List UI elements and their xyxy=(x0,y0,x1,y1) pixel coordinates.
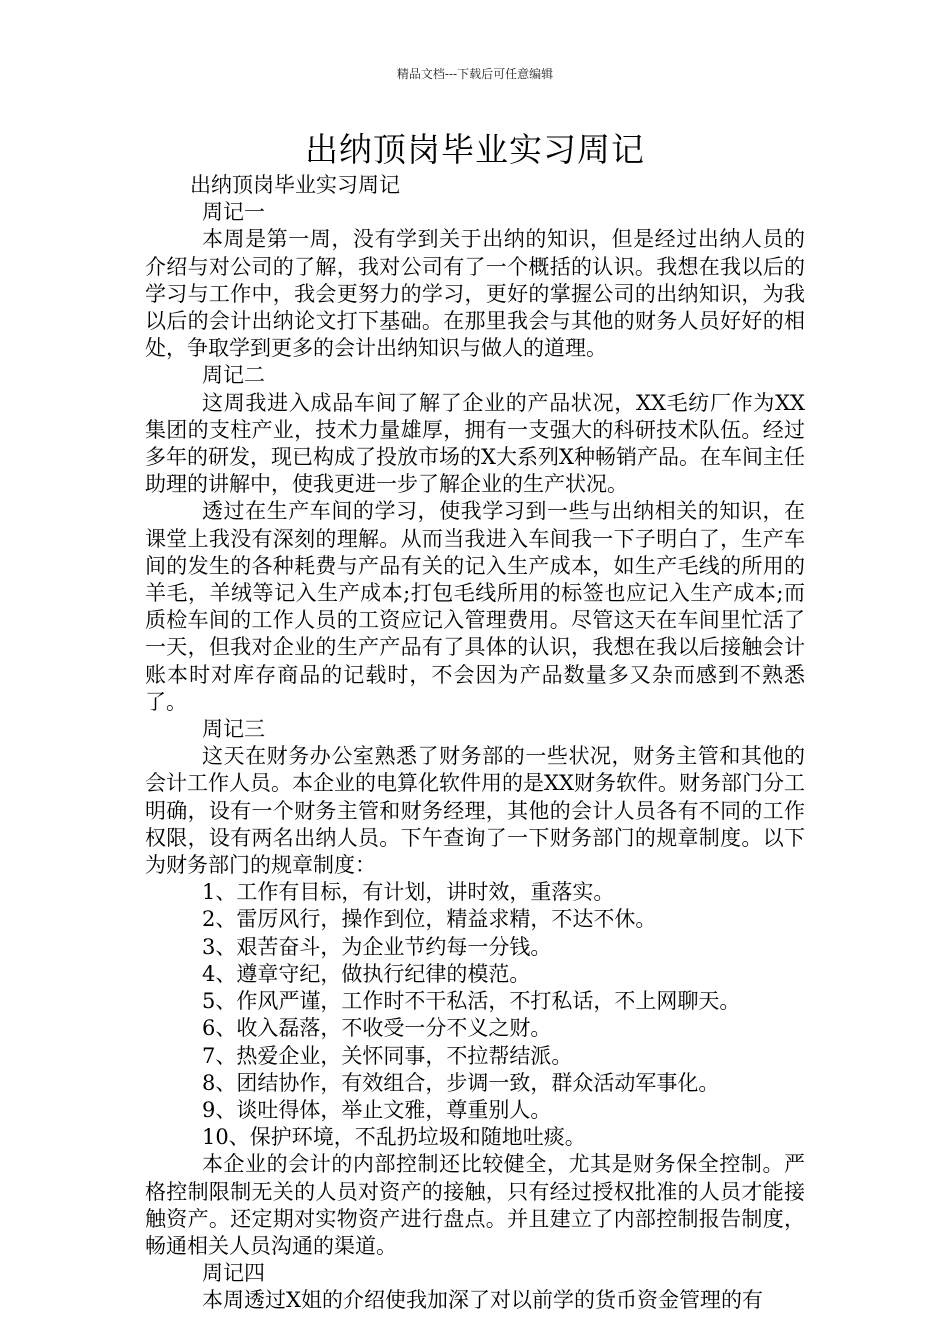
rule-item: 10、保护环境，不乱扔垃圾和随地吐痰。 xyxy=(202,1125,586,1150)
document-title: 出纳顶岗毕业实习周记 xyxy=(305,130,645,169)
rule-item: 7、热爱企业，关怀同事，不拉帮结派。 xyxy=(202,1043,573,1068)
week3-paragraph-1: 这天在财务办公室熟悉了财务部的一些状况，财务主管和其他的会计工作人员。本企业的电算化软件用的是XX财务软件。财务部门分工明确，设有一个财务主管和财务经理，其他的会计人员各有不同的工作权限，设有两名出纳人员。下午查询了一下财务部门的规章制度。以下为财务部门的规章制度： xyxy=(145,744,805,878)
week2-heading: 周记二 xyxy=(202,363,265,388)
week4-paragraph: 本周透过X姐的介绍使我加深了对以前学的货币资金管理的有 xyxy=(202,1288,763,1313)
rule-item: 5、作风严谨，工作时不干私活，不打私话，不上网聊天。 xyxy=(202,989,741,1014)
week3-heading: 周记三 xyxy=(202,717,265,742)
rule-item: 8、团结协作，有效组合，步调一致，群众活动军事化。 xyxy=(202,1070,720,1095)
document-subtitle: 出纳顶岗毕业实习周记 xyxy=(190,173,400,197)
page-header-note: 精品文档---下载后可任意编辑 xyxy=(396,67,554,81)
week4-heading: 周记四 xyxy=(202,1261,265,1286)
document-body xyxy=(145,172,805,1315)
rules-list xyxy=(145,879,805,1151)
rule-item: 4、遵章守纪，做执行纪律的模范。 xyxy=(202,961,531,986)
week2-paragraph-1: 这周我进入成品车间了解了企业的产品状况，XX毛纺厂作为XX集团的支柱产业，技术力量雄厚，拥有一支强大的科研技术队伍。经过多年的研发，现已构成了投放市场的X大系列X种畅销产品。在车间主任助理的讲解中，使我更进一步了解企业的生产状况。 xyxy=(145,390,805,497)
week3-paragraph-2: 本企业的会计的内部控制还比较健全，尤其是财务保全控制。严格控制限制无关的人员对资产的接触，只有经过授权批准的人员才能接触资产。还定期对实物资产进行盘点。并且建立了内部控制报告制度，畅通相关人员沟通的渠道。 xyxy=(145,1152,805,1258)
rule-item: 1、工作有目标，有计划，讲时效，重落实。 xyxy=(202,880,615,905)
week1-paragraph: 本周是第一周，没有学到关于出纳的知识，但是经过出纳人员的介绍与对公司的了解，我对公司有了一个概括的认识。我想在我以后的学习与工作中，我会更努力的学习，更好的掌握公司的出纳知识，为我以后的会计出纳论文打下基础。在那里我会与其他的财务人员好好的相处，争取学到更多的会计出纳知识与做人的道理。 xyxy=(145,227,805,361)
rule-item: 2、雷厉风行，操作到位，精益求精，不达不休。 xyxy=(202,907,657,932)
week1-heading: 周记一 xyxy=(202,200,265,225)
rule-item: 6、收入磊落，不收受一分不义之财。 xyxy=(202,1016,552,1041)
rule-item: 9、谈吐得体，举止文雅，尊重别人。 xyxy=(202,1097,552,1122)
week2-paragraph-2: 透过在生产车间的学习，使我学习到一些与出纳相关的知识，在课堂上我没有深刻的理解。从而当我进入车间我一下子明白了，生产车间的发生的各种耗费与产品有关的记入生产成本，如生产毛线的所用的羊毛，羊绒等记入生产成本;打包毛线所用的标签也应记入生产成本;而质检车间的工作人员的工资应记入管理费用。尽管这天在车间里忙活了一天，但我对企业的生产产品有了具体的认识，我想在我以后接触会计账本时对库存商品的记载时，不会因为产品数量多又杂而感到不熟悉了。 xyxy=(145,499,805,714)
rule-item: 3、艰苦奋斗，为企业节约每一分钱。 xyxy=(202,934,552,959)
